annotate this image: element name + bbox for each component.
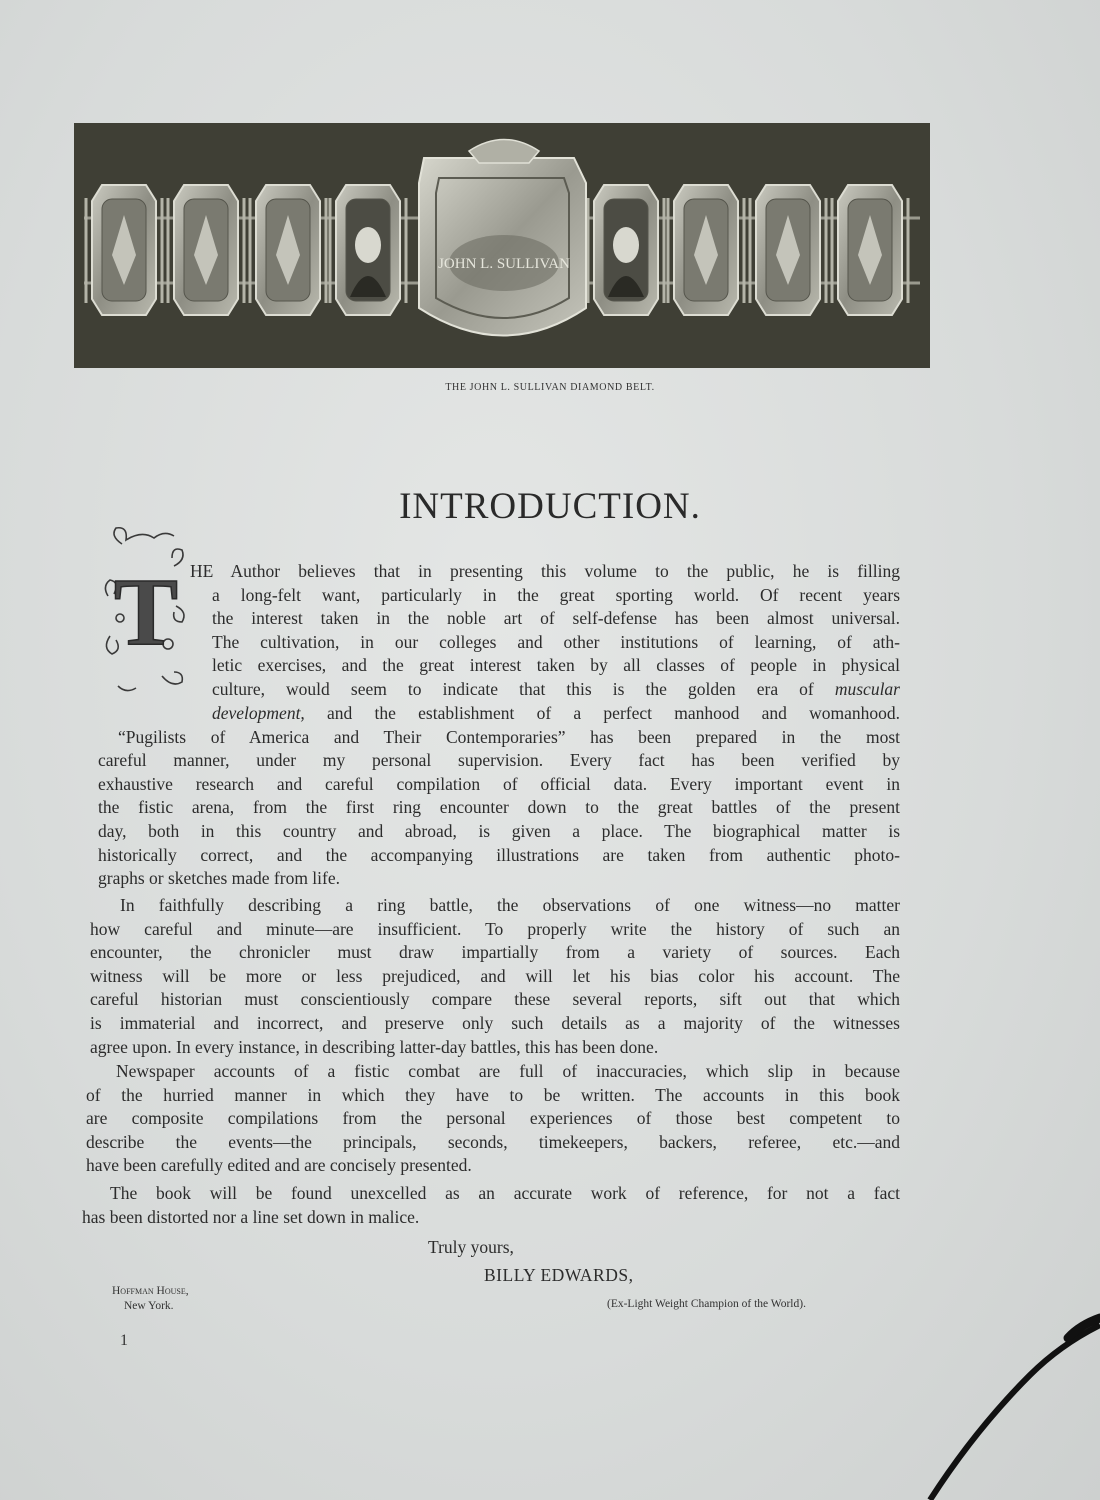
p2-line: the fistic arena, from the first ring encounter down to the great battles of the present bbox=[98, 797, 900, 818]
belt-photograph bbox=[74, 123, 930, 368]
p5-line: has been distorted nor a line set down in malice. bbox=[82, 1206, 420, 1227]
intro-line: a long-felt want, particularly in the great sporting world. Of recent years bbox=[212, 584, 900, 605]
belt-illustration bbox=[74, 123, 930, 368]
author-name: BILLY EDWARDS, bbox=[484, 1265, 634, 1285]
belt-plate bbox=[750, 185, 826, 315]
p4-line: describe the events—the principals, seconds, timekeepers, backers, referee, etc.—and bbox=[86, 1131, 900, 1152]
intro-line-text: culture, would seem to indicate that this is the golden era of bbox=[212, 678, 835, 699]
italic-word: development, bbox=[212, 702, 305, 723]
intro-line: letic exercises, and the great interest taken by all classes of people in physical bbox=[212, 655, 900, 676]
paragraph-5 bbox=[82, 1182, 900, 1229]
belt-center-shield bbox=[419, 140, 586, 336]
p2-line: careful manner, under my personal supervision. Every fact has been verified by bbox=[98, 750, 900, 771]
intro-line bbox=[212, 702, 900, 726]
p2-line: historically correct, and the accompanying illustrations are taken from authentic photo- bbox=[98, 844, 900, 865]
belt-plate bbox=[86, 185, 162, 315]
p4-line: have been carefully edited and are concisely presented. bbox=[86, 1155, 472, 1176]
intro-line: HE Author believes that in presenting this volume to the public, he is filling bbox=[190, 561, 900, 581]
author-title: (Ex-Light Weight Champion of the World). bbox=[607, 1298, 806, 1310]
place-line-1: Hoffman House, bbox=[112, 1285, 189, 1297]
p3-line: witness will be more or less prejudiced, and will let his bias color his account. The bbox=[90, 965, 900, 986]
belt-plate bbox=[668, 185, 744, 315]
p3-line: encounter, the chronicler must draw impartially from a variety of sources. Each bbox=[90, 942, 900, 963]
page-title: INTRODUCTION. bbox=[399, 486, 701, 527]
dropcap-letter: T bbox=[113, 558, 179, 665]
p2-line: day, both in this country and abroad, is given a place. The biographical matter is bbox=[98, 820, 900, 841]
p2-line: “Pugilists of America and Their Contemporaries” has been prepared in the most bbox=[118, 726, 900, 747]
paragraph-3 bbox=[90, 894, 900, 1059]
p4-line: are composite compilations from the personal experiences of those best competent to bbox=[86, 1108, 900, 1129]
p2-line: exhaustive research and careful compilation of official data. Every important event in bbox=[98, 773, 900, 794]
p5-line: The book will be found unexcelled as an accurate work of reference, for not a fact bbox=[110, 1183, 900, 1203]
p3-line: how careful and minute—are insufficient. To properly write the history of such an bbox=[90, 918, 900, 939]
belt-plate bbox=[330, 185, 406, 315]
belt-caption: THE JOHN L. SULLIVAN DIAMOND BELT. bbox=[445, 382, 655, 393]
ornate-dropcap-t bbox=[102, 526, 190, 696]
closing: Truly yours, bbox=[428, 1237, 514, 1257]
p3-line: careful historian must conscientiously compare these several reports, sift out that which bbox=[90, 989, 900, 1010]
belt-plate bbox=[250, 185, 326, 315]
intro-paragraph-cont bbox=[212, 584, 900, 726]
intro-line bbox=[212, 678, 900, 702]
page-number: 1 bbox=[120, 1332, 128, 1349]
intro-line: The cultivation, in our colleges and other institutions of learning, of ath- bbox=[212, 631, 900, 652]
belt-plate bbox=[168, 185, 244, 315]
belt-plate bbox=[832, 185, 908, 315]
place-line-2: New York. bbox=[124, 1300, 174, 1312]
p4-line: Newspaper accounts of a fistic combat are full of inaccuracies, which slip in because bbox=[116, 1061, 900, 1081]
paragraph-2 bbox=[98, 726, 900, 891]
p3-line: In faithfully describing a ring battle, the observations of one witness—no matter bbox=[120, 895, 900, 915]
intro-paragraph bbox=[190, 560, 900, 584]
p2-line: graphs or sketches made from life. bbox=[98, 868, 341, 889]
belt-center-name: JOHN L. SULLIVAN bbox=[438, 256, 570, 272]
p4-line: of the hurried manner in which they have to be written. The accounts in this book bbox=[86, 1084, 900, 1105]
intro-line-text: and the establishment of a perfect manhood and womanhood. bbox=[304, 702, 900, 723]
paragraph-4 bbox=[86, 1060, 900, 1178]
p3-line: is immaterial and incorrect, and preserve only such details as a majority of the witnesses bbox=[90, 1012, 900, 1033]
belt-plate bbox=[588, 185, 664, 315]
p3-line: agree upon. In every instance, in describing latter-day battles, this has been done. bbox=[90, 1036, 659, 1057]
italic-word: muscular bbox=[834, 678, 900, 699]
intro-line: the interest taken in the noble art of self-defense has been almost universal. bbox=[212, 608, 900, 629]
